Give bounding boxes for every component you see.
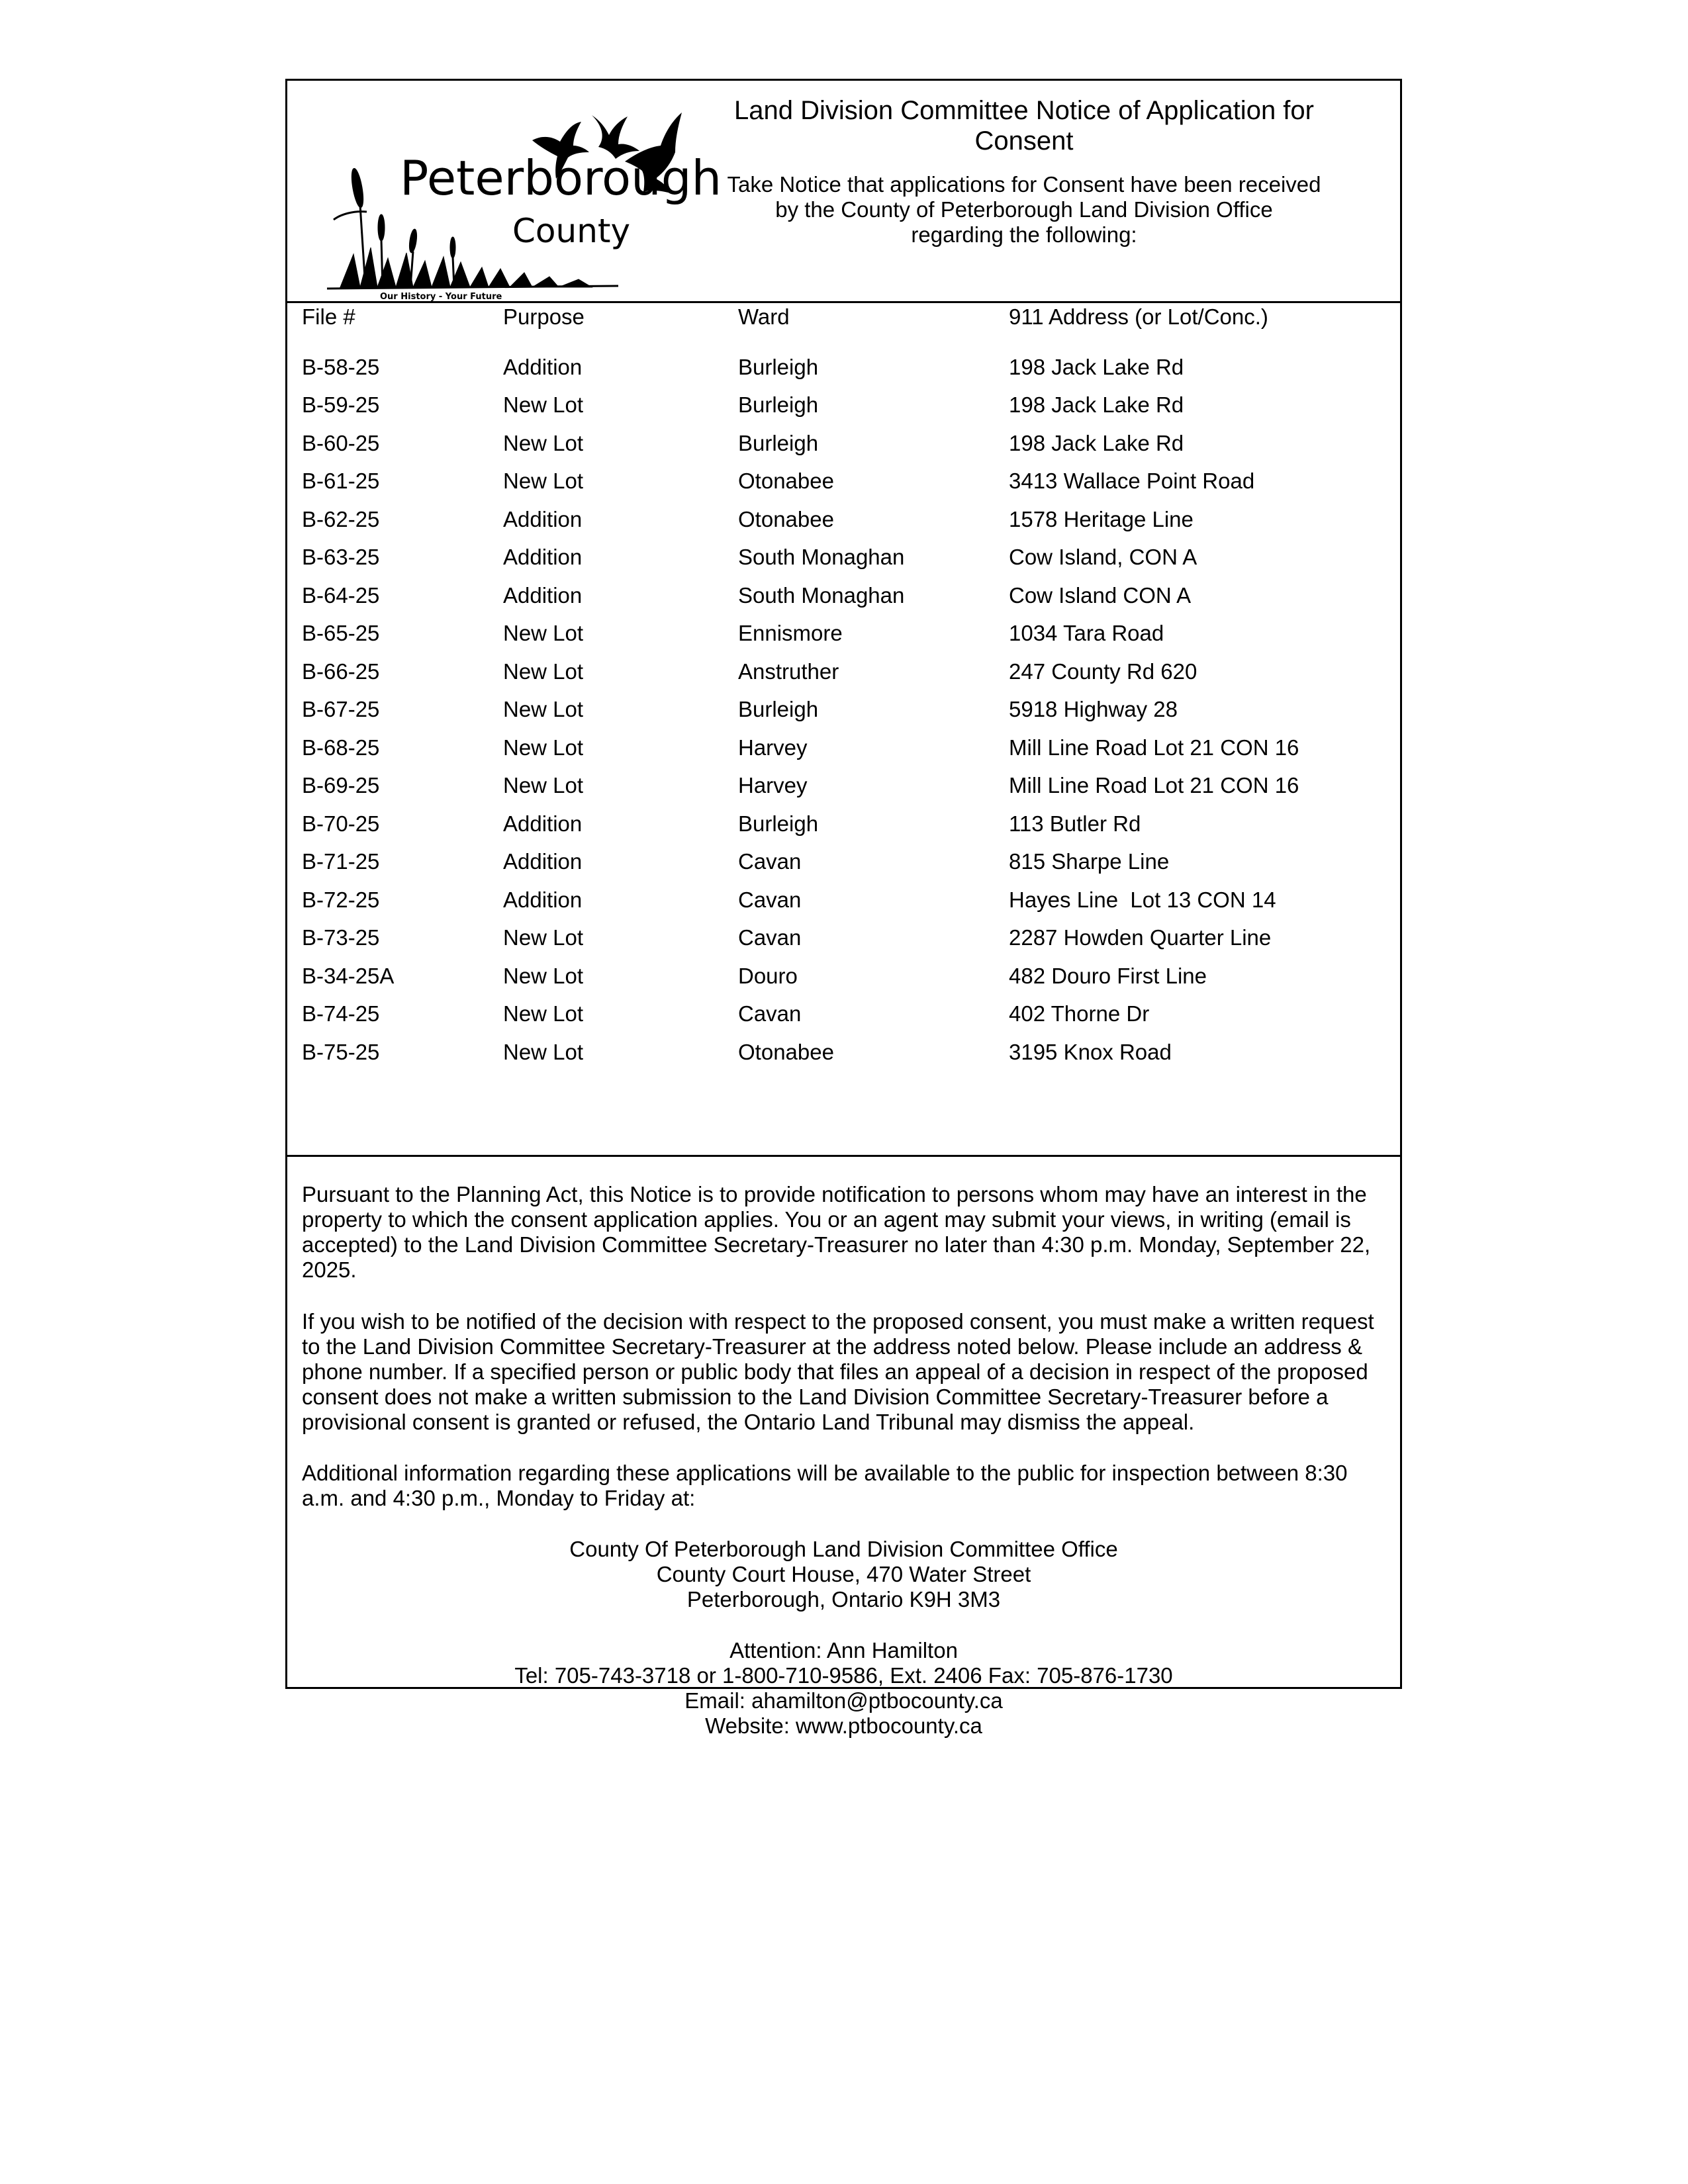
table-row — [287, 431, 1400, 457]
office-city: Peterborough, Ontario K9H 3M3 — [686, 1587, 1001, 1612]
column-header-ward: Ward — [738, 304, 790, 329]
cell-file: B-63-25 — [302, 545, 380, 569]
cell-ward: Harvey — [738, 735, 808, 760]
cell-ward: Burleigh — [738, 811, 819, 836]
cell-purpose: New Lot — [503, 431, 584, 455]
cell-ward: Cavan — [738, 1001, 802, 1026]
office-address — [287, 1537, 1400, 1612]
cell-file: B-68-25 — [302, 735, 380, 760]
cell-ward: Burleigh — [738, 697, 819, 721]
contact-website[interactable]: Website: www.ptbocounty.ca — [705, 1713, 982, 1738]
cell-purpose: New Lot — [503, 1040, 584, 1064]
cell-ward: Otonabee — [738, 507, 834, 531]
table-row — [287, 697, 1400, 723]
notice-body — [287, 1157, 1400, 1738]
planning-act-paragraph: Pursuant to the Planning Act, this Notice is to provide notification to persons whom may have an interest in the property to which the consent application applies. You or an agent may submit your views, in writing (email is accepted) to the Land Division Committee Secretary-Treasurer no later than 4:30 p.m. Monday, September 22, 2025. — [302, 1182, 1371, 1282]
table-row — [287, 887, 1400, 914]
cell-purpose: Addition — [503, 887, 583, 912]
column-header-purpose: Purpose — [503, 304, 585, 329]
cell-address: 198 Jack Lake Rd — [1009, 431, 1184, 455]
cell-ward: South Monaghan — [738, 583, 905, 608]
cell-purpose: Addition — [503, 545, 583, 569]
cell-address: 3413 Wallace Point Road — [1009, 469, 1255, 493]
table-row — [287, 545, 1400, 571]
cell-ward: Douro — [738, 964, 798, 988]
cell-file: B-60-25 — [302, 431, 380, 455]
cell-ward: Burleigh — [738, 392, 819, 417]
table-row — [287, 507, 1400, 533]
cell-file: B-70-25 — [302, 811, 380, 836]
cell-address: Cow Island CON A — [1009, 583, 1192, 608]
contact-attention: Attention: Ann Hamilton — [729, 1638, 958, 1662]
table-row — [287, 1001, 1400, 1028]
table-row — [287, 621, 1400, 647]
column-header-file: File # — [302, 304, 355, 329]
cell-ward: Cavan — [738, 925, 802, 950]
cell-address: 1034 Tara Road — [1009, 621, 1164, 645]
cell-file: B-73-25 — [302, 925, 380, 950]
cell-file: B-59-25 — [302, 392, 380, 417]
table-row — [287, 1040, 1400, 1066]
cell-file: B-69-25 — [302, 773, 380, 797]
cell-purpose: New Lot — [503, 697, 584, 721]
cell-ward: Ennismore — [738, 621, 843, 645]
cell-file: B-75-25 — [302, 1040, 380, 1064]
table-row — [287, 849, 1400, 876]
peterborough-county-logo — [314, 89, 722, 302]
table-row — [287, 811, 1400, 838]
table-row — [287, 659, 1400, 686]
cell-file: B-74-25 — [302, 1001, 380, 1026]
cell-file: B-58-25 — [302, 355, 380, 379]
contact-phone: Tel: 705-743-3718 or 1-800-710-9586, Ext. 2406 Fax: 705-876-1730 — [514, 1663, 1173, 1688]
contact-email[interactable]: Email: ahamilton@ptbocounty.ca — [684, 1688, 1003, 1713]
table-row — [287, 925, 1400, 952]
cell-address: 198 Jack Lake Rd — [1009, 355, 1184, 379]
cell-ward: Cavan — [738, 849, 802, 874]
notice-box — [285, 79, 1402, 1738]
cell-purpose: New Lot — [503, 1001, 584, 1026]
logo-tagline: Our History - Your Future — [380, 292, 502, 302]
table-row — [287, 773, 1400, 799]
cell-address: 482 Douro First Line — [1009, 964, 1207, 988]
cell-address: 5918 Highway 28 — [1009, 697, 1178, 721]
cell-purpose: New Lot — [503, 735, 584, 760]
notice-intro: Take Notice that applications for Consent have been received by the County of Peterborough Land Division Office regarding the following: — [727, 172, 1321, 247]
cell-address: 2287 Howden Quarter Line — [1009, 925, 1272, 950]
cell-file: B-71-25 — [302, 849, 380, 874]
cell-address: 247 County Rd 620 — [1009, 659, 1197, 684]
cell-address: 1578 Heritage Line — [1009, 507, 1194, 531]
cell-file: B-34-25A — [302, 964, 395, 988]
table-row — [287, 583, 1400, 610]
cell-purpose: New Lot — [503, 925, 584, 950]
cell-purpose: New Lot — [503, 773, 584, 797]
cell-ward: Burleigh — [738, 355, 819, 379]
cell-address: 3195 Knox Road — [1009, 1040, 1172, 1064]
notice-header — [287, 81, 1400, 303]
notification-request-paragraph: If you wish to be notified of the decision with respect to the proposed consent, you must make a written request to the Land Division Committee Secretary-Treasurer at the address noted below. Please include an address & phone number. If a specified person or public body that files an appeal of a decision in respect of the proposed consent does not make a written submission to the Land Division Committee Secretary-Treasurer before a provisional consent is granted or refused, the Ontario Land Tribunal may dismiss the appeal. — [302, 1309, 1374, 1434]
logo-graphic — [314, 89, 722, 302]
cell-address: Mill Line Road Lot 21 CON 16 — [1009, 773, 1299, 797]
cell-ward: Anstruther — [738, 659, 839, 684]
applications-table — [287, 303, 1400, 1157]
cell-purpose: Addition — [503, 583, 583, 608]
cell-address: 198 Jack Lake Rd — [1009, 392, 1184, 417]
cell-file: B-64-25 — [302, 583, 380, 608]
cell-address: 815 Sharpe Line — [1009, 849, 1170, 874]
logo-name: Peterborough — [400, 150, 722, 206]
office-street: County Court House, 470 Water Street — [656, 1562, 1031, 1586]
table-row — [287, 469, 1400, 495]
cell-purpose: Addition — [503, 355, 583, 379]
cell-file: B-62-25 — [302, 507, 380, 531]
cell-purpose: New Lot — [503, 469, 584, 493]
cell-ward: Harvey — [738, 773, 808, 797]
table-header-row — [287, 304, 1400, 331]
table-row — [287, 392, 1400, 419]
cell-address: Hayes Line Lot 13 CON 14 — [1009, 887, 1276, 912]
cell-purpose: New Lot — [503, 964, 584, 988]
cell-ward: Otonabee — [738, 1040, 834, 1064]
cell-address: Cow Island, CON A — [1009, 545, 1197, 569]
cell-purpose: Addition — [503, 849, 583, 874]
cell-address: 402 Thorne Dr — [1009, 1001, 1150, 1026]
cell-ward: Cavan — [738, 887, 802, 912]
cell-address: 113 Butler Rd — [1009, 811, 1141, 836]
cell-purpose: Addition — [503, 507, 583, 531]
cell-ward: Burleigh — [738, 431, 819, 455]
cell-file: B-66-25 — [302, 659, 380, 684]
office-name: County Of Peterborough Land Division Committee Office — [569, 1537, 1118, 1561]
table-row — [287, 964, 1400, 990]
cell-purpose: New Lot — [503, 621, 584, 645]
cell-ward: South Monaghan — [738, 545, 905, 569]
cell-address: Mill Line Road Lot 21 CON 16 — [1009, 735, 1299, 760]
table-row — [287, 355, 1400, 381]
cell-file: B-72-25 — [302, 887, 380, 912]
inspection-info-paragraph: Additional information regarding these applications will be available to the public for inspection between 8:30 a.m. and 4:30 p.m., Monday to Friday at: — [302, 1461, 1348, 1510]
notice-title: Land Division Committee Notice of Application for Consent — [734, 96, 1314, 156]
cell-purpose: Addition — [503, 811, 583, 836]
cell-file: B-65-25 — [302, 621, 380, 645]
cell-file: B-61-25 — [302, 469, 380, 493]
cell-ward: Otonabee — [738, 469, 834, 493]
cell-purpose: New Lot — [503, 392, 584, 417]
cell-file: B-67-25 — [302, 697, 380, 721]
column-header-address: 911 Address (or Lot/Conc.) — [1009, 304, 1268, 329]
cell-purpose: New Lot — [503, 659, 584, 684]
logo-subname: County — [512, 212, 631, 250]
contact-info — [287, 1638, 1400, 1739]
table-row — [287, 735, 1400, 762]
